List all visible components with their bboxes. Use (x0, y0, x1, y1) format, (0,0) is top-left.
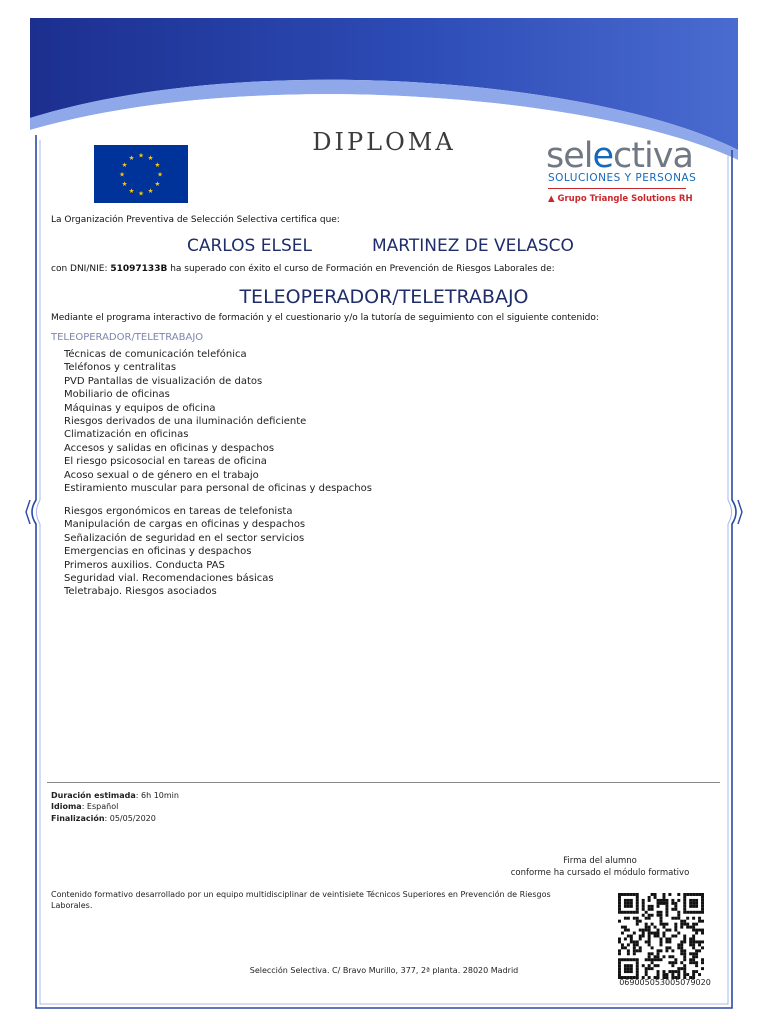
topic-item: Accesos y salidas en oficinas y despachos (64, 442, 275, 454)
topic-item: Teletrabajo. Riesgos asociados (64, 586, 217, 598)
topic-item: Riesgos ergonómicos en tareas de telefonista (64, 506, 293, 517)
topic-item: Emergencias en oficinas y despachos (64, 546, 252, 558)
dni-prefix: con DNI/NIE: (51, 264, 108, 274)
course-title: TELEOPERADOR/TELETRABAJO (239, 286, 529, 308)
topic-item: Climatización en oficinas (64, 429, 189, 441)
eu-star-icon: ★ (154, 160, 161, 169)
qr-number: 069005053005079020 (619, 978, 711, 987)
topic-item: Acoso sexual o de género en el trabajo (64, 469, 259, 481)
student-first-name: CARLOS ELSEL (187, 236, 312, 256)
brand-tagline: SOLUCIONES Y PERSONAS (548, 172, 697, 184)
eu-star-icon: ★ (121, 160, 128, 169)
topic-item: Primeros auxilios. Conducta PAS (64, 559, 225, 571)
divider-line (47, 782, 720, 783)
eu-star-icon: ★ (147, 153, 154, 162)
language-info (51, 802, 118, 811)
eu-star-icon: ★ (128, 186, 135, 195)
content-header: TELEOPERADOR/TELETRABAJO (51, 332, 204, 343)
brand-logo (546, 136, 693, 176)
topic-item: Máquinas y equipos de oficina (64, 402, 216, 414)
eu-star-icon: ★ (147, 186, 154, 195)
dni-value: 51097133B (110, 264, 168, 274)
qr-code-icon (618, 893, 704, 979)
topic-item: Manipulación de cargas en oficinas y despachos (64, 519, 306, 531)
content-note: Contenido formativo desarrollado por un equipo multidisciplinar de veintisiete Técnicos Superiores en Prevención de Riesgos Laborales. (51, 890, 551, 910)
brand-group-label: Grupo Triangle Solutions RH (557, 194, 693, 204)
brand-divider (548, 188, 686, 189)
signature-line-1: Firma del alumno (563, 856, 637, 866)
finish-value: : 05/05/2020 (104, 814, 156, 823)
duration-value: : 6h 10min (135, 791, 179, 800)
student-last-name: MARTINEZ DE VELASCO (372, 236, 574, 256)
topic-item: Estiramiento muscular para personal de oficinas y despachos (64, 483, 372, 495)
duration-label: Duración estimada (51, 791, 136, 800)
brand-group (548, 194, 693, 204)
page-title: DIPLOMA (312, 128, 456, 156)
topic-item: Seguridad vial. Recomendaciones básicas (64, 573, 274, 585)
eu-star-icon: ★ (154, 179, 161, 188)
signature-line-2: conforme ha cursado el módulo formativo (510, 868, 690, 878)
company-address: Selección Selectiva. C/ Bravo Murillo, 377, 2ª planta. 28020 Madrid (249, 966, 519, 975)
program-text: Mediante el programa interactivo de formación y el cuestionario y/o la tutoría de seguimiento con el siguiente contenido: (51, 313, 599, 323)
topic-item: PVD Pantallas de visualización de datos (64, 375, 263, 387)
eu-star-icon: ★ (157, 170, 163, 179)
eu-flag-icon (94, 145, 188, 203)
topic-item: Señalización de seguridad en el sector servicios (64, 532, 305, 544)
dni-line (51, 264, 555, 274)
eu-star-icon: ★ (121, 179, 128, 188)
topic-item: Riesgos derivados de una iluminación deficiente (64, 416, 307, 428)
finish-info (51, 814, 156, 823)
finish-label: Finalización (51, 814, 105, 823)
eu-star-icon: ★ (128, 153, 135, 162)
certificate-intro: La Organización Preventiva de Selección Selectiva certifica que: (51, 215, 340, 225)
brand-name-mid: e (592, 136, 614, 176)
brand-name-part2: ctiva (613, 136, 693, 176)
topic-item: Teléfonos y centralitas (64, 362, 177, 374)
signature-block (500, 855, 700, 879)
brand-name-part1: sel (546, 136, 593, 176)
language-label: Idioma (51, 802, 82, 811)
eu-star-icon: ★ (119, 170, 125, 179)
topic-item: Mobiliario de oficinas (64, 389, 170, 401)
topic-item: El riesgo psicosocial en tareas de oficina (64, 456, 267, 468)
topics-list-1 (64, 348, 372, 495)
duration-info (51, 791, 179, 800)
eu-star-icon: ★ (138, 151, 144, 160)
language-value: : Español (81, 802, 119, 811)
topic-item: Técnicas de comunicación telefónica (64, 349, 247, 360)
dni-suffix: ha superado con éxito el curso de Formación en Prevención de Riesgos Laborales de: (170, 264, 555, 274)
warning-triangle-icon: ▲ (548, 194, 555, 204)
topics-list-2 (64, 505, 305, 599)
eu-star-icon: ★ (138, 189, 144, 198)
